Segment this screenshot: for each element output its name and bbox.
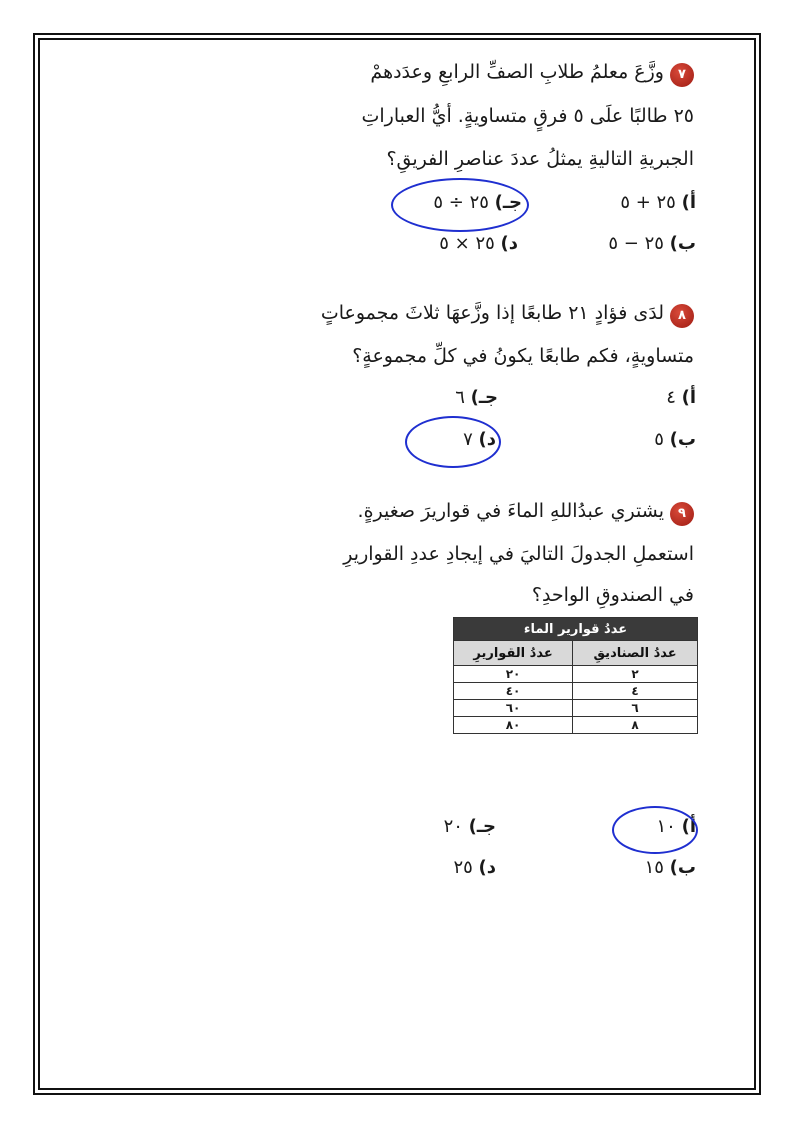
option-label: د) bbox=[500, 233, 518, 254]
option-value: ٤ bbox=[666, 387, 676, 408]
option-value: ٢٥ ÷ ٥ bbox=[433, 192, 489, 213]
water-bottles-table bbox=[453, 617, 698, 734]
answer-circle-q9 bbox=[612, 806, 698, 854]
table-header-boxes: عددُ الصناديقِ bbox=[573, 641, 698, 666]
table-header-bottles: عددُ القواريرِ bbox=[454, 641, 573, 666]
option-value: ٢٥ + ٥ bbox=[620, 192, 676, 213]
table-title: عددُ قوارير الماء bbox=[454, 618, 698, 641]
option-value: ١٥ bbox=[644, 857, 664, 878]
option-value: ٢٥ − ٥ bbox=[608, 233, 664, 254]
question-9-option-c[interactable] bbox=[444, 816, 496, 837]
table-row bbox=[454, 700, 698, 717]
question-9-line-3: في الصندوقِ الواحدِ؟ bbox=[531, 584, 694, 606]
table-row bbox=[454, 683, 698, 700]
option-value: ٢٠ bbox=[443, 816, 463, 837]
answer-circle-q7 bbox=[391, 178, 529, 232]
question-7-line-3: الجبريةِ التاليةِ يمثلُ عددَ عناصرِ الفريقِ؟ bbox=[386, 148, 694, 170]
option-value: ٦ bbox=[455, 387, 465, 408]
table-row bbox=[454, 666, 698, 683]
option-label: أ) bbox=[681, 387, 696, 408]
question-9-line-2: استعملِ الجدولَ التاليَ في إيجادِ عددِ القواريرِ bbox=[343, 543, 694, 565]
table-cell: ٤٠ bbox=[454, 683, 573, 700]
question-7-number-badge: ٧ bbox=[670, 63, 694, 87]
table-cell: ٢٠ bbox=[454, 666, 573, 683]
option-label: أ) bbox=[681, 192, 696, 213]
option-label: جـ) bbox=[470, 387, 498, 408]
option-value: ١٠ bbox=[656, 816, 676, 837]
question-7-line-2: ٢٥ طالبًا علَى ٥ فرقٍ متساويةٍ. أيُّ العباراتِ bbox=[361, 105, 694, 127]
option-label: د) bbox=[478, 429, 496, 450]
question-7-option-b[interactable] bbox=[608, 233, 696, 254]
option-label: د) bbox=[478, 857, 496, 878]
question-9-number-badge: ٩ bbox=[670, 502, 694, 526]
question-9-option-d[interactable] bbox=[453, 857, 496, 878]
option-label: أ) bbox=[681, 816, 696, 837]
question-9-line-1: يشتري عبدُاللهِ الماءَ في قواريرَ صغيرةٍ. bbox=[357, 500, 664, 522]
answer-circle-q8 bbox=[405, 416, 501, 468]
question-7-line-1: وزَّعَ معلمُ طلابِ الصفِّ الرابعِ وعدَدهمْ bbox=[370, 61, 664, 83]
option-value: ٢٥ × ٥ bbox=[439, 233, 495, 254]
option-label: جـ) bbox=[468, 816, 496, 837]
table-cell: ٨٠ bbox=[454, 717, 573, 734]
question-8-line-1: لدَى فؤادٍ ٢١ طابعًا إذا وزَّعهَا ثلاثَ مجموعاتٍ bbox=[320, 302, 664, 324]
question-8-option-c[interactable] bbox=[455, 387, 498, 408]
option-label: جـ) bbox=[494, 192, 522, 213]
table-cell: ٦ bbox=[573, 700, 698, 717]
option-value: ٢٥ bbox=[453, 857, 473, 878]
option-label: ب) bbox=[669, 233, 696, 254]
option-value: ٥ bbox=[654, 429, 664, 450]
option-label: ب) bbox=[669, 857, 696, 878]
table-cell: ٤ bbox=[573, 683, 698, 700]
option-value: ٧ bbox=[463, 429, 473, 450]
option-label: ب) bbox=[669, 429, 696, 450]
question-7-option-a[interactable] bbox=[620, 192, 696, 213]
table-cell: ٦٠ bbox=[454, 700, 573, 717]
question-8-option-a[interactable] bbox=[666, 387, 696, 408]
table-cell: ٢ bbox=[573, 666, 698, 683]
table-cell: ٨ bbox=[573, 717, 698, 734]
question-8-number-badge: ٨ bbox=[670, 304, 694, 328]
question-8-option-b[interactable] bbox=[654, 429, 696, 450]
table-row bbox=[454, 717, 698, 734]
question-8-line-2: متساويةٍ، فكم طابعًا يكونُ في كلِّ مجموعةٍ؟ bbox=[352, 345, 694, 367]
question-7-option-d[interactable] bbox=[439, 233, 518, 254]
question-9-option-b[interactable] bbox=[645, 857, 696, 878]
